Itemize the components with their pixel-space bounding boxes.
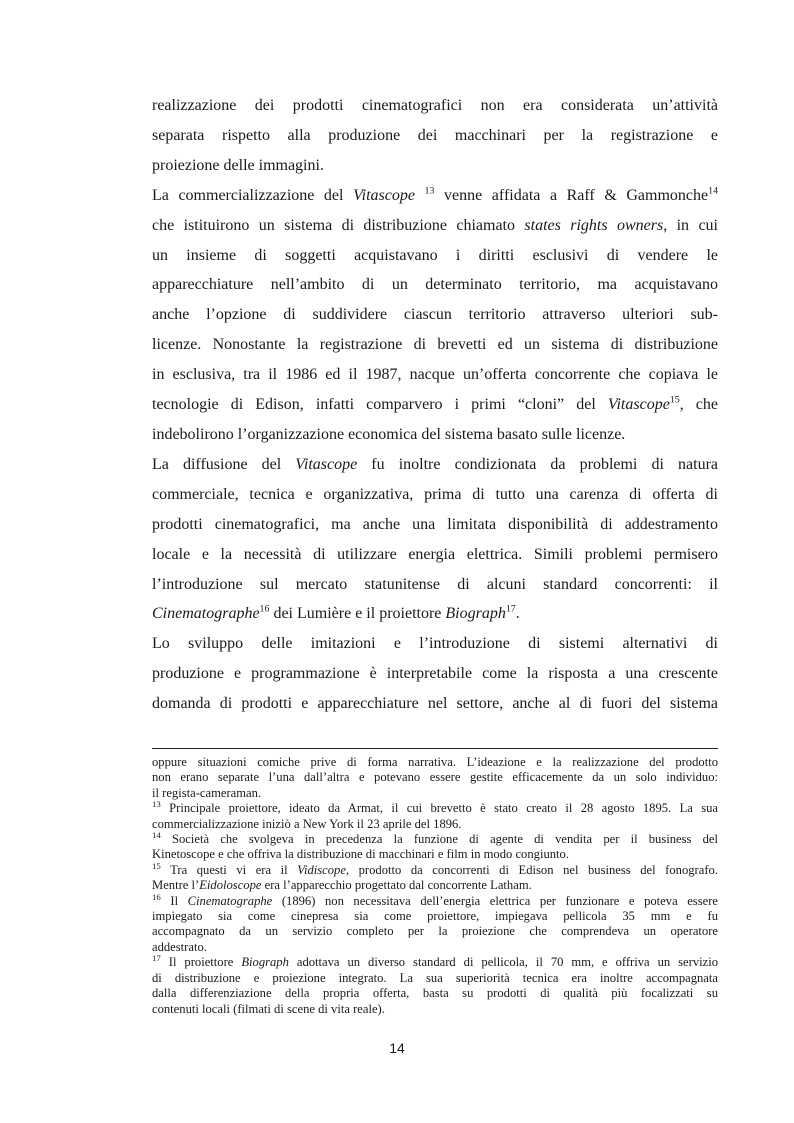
footnote-number: 14 <box>152 829 161 840</box>
footnote-line: dalla differenziazione della propria offerta, basta su prodotti di qualità più focalizzati su <box>152 986 718 1001</box>
text-line <box>152 599 718 629</box>
text-line: anche l’opzione di suddividere ciascun territorio attraverso ulteriori sub- <box>152 306 718 324</box>
footnote-16 <box>152 891 718 956</box>
paragraph-2 <box>152 181 718 450</box>
footnote-number: 13 <box>152 799 161 810</box>
paragraph-4 <box>152 629 718 719</box>
footnote-number: 15 <box>152 860 161 871</box>
italic-term: Eidoloscope <box>199 878 262 893</box>
page-number: 14 <box>389 1040 405 1056</box>
text-line: indebolirono l’organizzazione economica del sistema basato sulle licenze. <box>152 425 626 443</box>
text-run: . <box>515 605 520 623</box>
footnote-17 <box>152 955 718 1017</box>
text-run: dei Lumière e il proiettore <box>269 605 446 623</box>
footnote-15 <box>152 860 718 894</box>
text-line <box>152 211 718 241</box>
footnote-line: contenuti locali (filmati di scene di vita reale). <box>152 1001 385 1016</box>
footnote-ref[interactable]: 17 <box>505 604 516 616</box>
text-run: Tra questi vi era il <box>160 862 298 877</box>
text-line: proiezione delle immagini. <box>152 156 324 174</box>
text-run: che istituirono un sistema di distribuzione chiamato <box>152 216 525 234</box>
italic-term: Vitascope <box>353 186 415 204</box>
text-run: (1896) non necessitava dell’energia elettrica per funzionare e poteva essere <box>272 893 718 908</box>
text-line: domanda di prodotti e apparecchiature nel settore, anche al di fuori del sistema <box>152 695 718 713</box>
footnote-13 <box>152 801 718 832</box>
footnote-number: 17 <box>152 953 161 964</box>
footnote-continuation <box>152 755 718 801</box>
text-run: , che <box>679 396 719 414</box>
text-line <box>152 181 718 211</box>
footnote-line: accompagnato da un servizio completo per la proiezione che comprendeva un operatore <box>152 924 718 939</box>
italic-term: states rights owners <box>524 216 664 234</box>
text-line: locale e la necessità di utilizzare energia elettrica. Simili problemi permisero <box>152 545 718 563</box>
italic-term: Biograph <box>241 955 289 970</box>
footnote-line <box>152 955 718 970</box>
footnote-line: impiegato sia come cinepresa sia come proiettore, impiegava pellicola 35 mm e fu <box>152 909 718 924</box>
footnote-line: non erano separate l’una dall’altra e potevano essere gestite efficacemente da un solo individuo: <box>152 770 718 785</box>
text-run: venne affidata a Raff & Gammonche <box>434 186 709 204</box>
footnotes <box>152 755 718 1017</box>
text-line: l’introduzione sul mercato statunitense di alcuni standard concorrenti: il <box>152 575 718 593</box>
italic-term: Vitascope <box>295 455 358 473</box>
footnote-line <box>152 878 718 893</box>
footnote-line <box>152 891 718 909</box>
main-text <box>152 91 718 719</box>
text-run: La diffusione del <box>152 455 296 473</box>
footnote-line: il regista-cameraman. <box>152 785 262 800</box>
footnote-separator <box>152 748 718 749</box>
footnote-line: oppure situazioni comiche prive di forma narrativa. L’ideazione e la realizzazione del prodotto <box>152 755 718 769</box>
text-run: Il proiettore <box>160 955 242 970</box>
italic-term: Cinematographe <box>187 893 273 908</box>
text-line: commerciale, tecnica e organizzativa, prima di tutto una carenza di offerta di <box>152 485 718 503</box>
footnote-line <box>152 829 718 847</box>
italic-term: Vidiscope <box>297 862 346 877</box>
text-line <box>152 390 718 420</box>
text-run: Società che svolgeva in precedenza la funzione di agente di vendita per il business del <box>160 832 718 847</box>
text-run: Il <box>160 893 188 908</box>
footnote-line: di distribuzione e proiezione integrato. La sua superiorità tecnica era inoltre accompagnata <box>152 970 718 985</box>
footnote-ref[interactable]: 14 <box>708 185 719 197</box>
text-run: , prodotto da concorrenti di Edison nel business del fonografo. <box>345 862 718 877</box>
italic-term: Vitascope <box>607 396 670 414</box>
text-run: Principale proiettore, ideato da Armat, il cui brevetto è stato creato il 28 agosto 1895. La sua <box>160 801 718 816</box>
text-line <box>152 450 718 480</box>
text-run: , in cui <box>663 216 718 234</box>
text-line: produzione e programmazione è interpretabile come la risposta a una crescente <box>152 665 718 683</box>
footnote-line: commercializzazione iniziò a New York il 23 aprile del 1896. <box>152 816 462 831</box>
text-run: La commercializzazione del <box>152 186 354 204</box>
footnote-ref[interactable]: 15 <box>669 394 680 406</box>
text-line: separata rispetto alla produzione dei macchinari per la registrazione e <box>152 126 718 144</box>
footnote-line: addestrato. <box>152 939 207 954</box>
text-line: realizzazione dei prodotti cinematografici non era considerata un’attività <box>152 97 718 114</box>
text-line: apparecchiature nell’ambito di un determinato territorio, ma acquistavano <box>152 276 718 294</box>
footnote-line <box>152 860 718 878</box>
text-line: in esclusiva, tra il 1986 ed il 1987, nacque un’offerta concorrente che copiava le <box>152 366 718 384</box>
footnote-14 <box>152 829 718 863</box>
footnote-ref[interactable]: 13 <box>424 185 435 197</box>
text-line: prodotti cinematografici, ma anche una limitata disponibilità di addestramento <box>152 515 718 533</box>
text-line: un insieme di soggetti acquistavano i diritti esclusivi di vendere le <box>152 246 718 264</box>
footnote-number: 16 <box>152 891 161 902</box>
footnote-ref[interactable]: 16 <box>259 604 270 616</box>
paragraph-3 <box>152 450 718 629</box>
text-run: Mentre l’ <box>152 878 200 893</box>
italic-term: Cinematographe <box>152 605 260 623</box>
footnote-line <box>152 801 718 816</box>
text-run: tecnologie di Edison, infatti comparvero i primi “cloni” del <box>152 396 608 414</box>
text-line: licenze. Nonostante la registrazione di brevetti ed un sistema di distribuzione <box>152 336 718 354</box>
text-line: Lo sviluppo delle imitazioni e l’introduzione di sistemi alternativi di <box>152 635 718 653</box>
text-run: adottava un diverso standard di pellicola, il 70 mm, e offriva un servizio <box>288 955 719 970</box>
italic-term: Biograph <box>445 605 506 623</box>
footnote-line: Kinetoscope e che offriva la distribuzione di macchinari e film in modo congiunto. <box>152 847 569 862</box>
text-run: era l’apparecchio progettato dal concorrente Latham. <box>261 878 532 893</box>
paragraph-1 <box>152 91 718 181</box>
text-run: fu inoltre condizionata da problemi di natura <box>357 455 718 473</box>
